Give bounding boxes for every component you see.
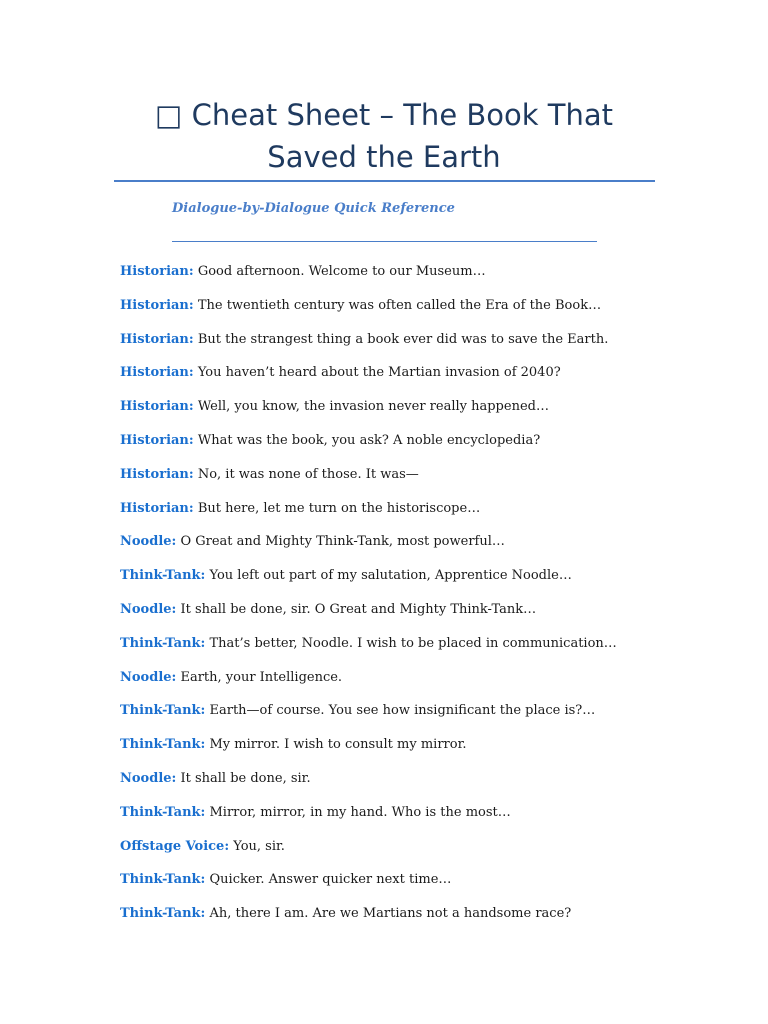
dialogue-line (120, 397, 720, 431)
speaker-name: Historian: (120, 365, 194, 381)
speaker-name: Noodle: (120, 770, 177, 786)
dialogue-list (120, 262, 720, 938)
speaker-name: Offstage Voice: (120, 838, 230, 854)
speaker-name: Think-Tank: (120, 906, 206, 922)
dialogue-text: What was the book, you ask? A noble encyclopedia? (197, 432, 541, 448)
dialogue-line (120, 431, 720, 465)
dialogue-line (120, 499, 720, 533)
speaker-name: Historian: (120, 466, 194, 482)
dialogue-text: The twentieth century was often called the Era of the Book… (197, 297, 602, 313)
dialogue-text: No, it was none of those. It was— (197, 466, 419, 482)
dialogue-text: But here, let me turn on the historiscope… (197, 500, 481, 516)
dialogue-text: That’s better, Noodle. I wish to be placed in communication… (209, 635, 617, 651)
dialogue-text: Good afternoon. Welcome to our Museum… (197, 264, 486, 279)
dialogue-line (120, 735, 720, 769)
dialogue-line (120, 296, 720, 330)
dialogue-text: Earth, your Intelligence. (180, 669, 343, 685)
speaker-name: Historian: (120, 297, 194, 313)
dialogue-line (120, 465, 720, 499)
dialogue-text: Ah, there I am. Are we Martians not a handsome race? (209, 906, 572, 922)
title-divider (114, 180, 655, 182)
subtitle-divider (172, 241, 597, 242)
dialogue-text: You, sir. (233, 838, 285, 854)
dialogue-text: Earth—of course. You see how insignificant the place is?… (209, 703, 596, 719)
dialogue-text: My mirror. I wish to consult my mirror. (209, 737, 467, 753)
dialogue-line (120, 870, 720, 904)
dialogue-line (120, 904, 720, 938)
subtitle: Dialogue-by-Dialogue Quick Reference (172, 201, 455, 216)
speaker-name: Noodle: (120, 669, 177, 685)
speaker-name: Historian: (120, 331, 194, 347)
dialogue-text: It shall be done, sir. O Great and Mighty Think-Tank… (180, 601, 537, 617)
dialogue-text: But the strangest thing a book ever did was to save the Earth. (197, 331, 609, 347)
speaker-name: Think-Tank: (120, 737, 206, 753)
speaker-name: Historian: (120, 432, 194, 448)
dialogue-text: Well, you know, the invasion never really happened… (197, 399, 549, 415)
speaker-name: Think-Tank: (120, 568, 206, 584)
page-title (114, 94, 654, 178)
dialogue-line (120, 532, 720, 566)
speaker-name: Think-Tank: (120, 804, 206, 820)
dialogue-line (120, 330, 720, 364)
title-text: Cheat Sheet – The Book That Saved the Earth (191, 98, 614, 174)
dialogue-line (120, 566, 720, 600)
dialogue-line (120, 803, 720, 837)
speaker-name: Think-Tank: (120, 872, 206, 888)
dialogue-text: O Great and Mighty Think-Tank, most powerful… (180, 534, 505, 550)
speaker-name: Noodle: (120, 601, 177, 617)
speaker-name: Noodle: (120, 534, 177, 550)
dialogue-line (120, 837, 720, 871)
speaker-name: Historian: (120, 399, 194, 415)
dialogue-line (120, 600, 720, 634)
dialogue-line (120, 262, 720, 296)
speaker-name: Think-Tank: (120, 635, 206, 651)
dialogue-line (120, 769, 720, 803)
dialogue-line (120, 634, 720, 668)
speaker-name: Think-Tank: (120, 703, 206, 719)
dialogue-text: Mirror, mirror, in my hand. Who is the most… (209, 804, 511, 820)
speaker-name: Historian: (120, 500, 194, 516)
dialogue-text: Quicker. Answer quicker next time… (209, 872, 452, 888)
dialogue-line (120, 668, 720, 702)
dialogue-text: It shall be done, sir. (180, 770, 311, 786)
dialogue-line (120, 363, 720, 397)
dialogue-text: You left out part of my salutation, Apprentice Noodle… (209, 568, 572, 584)
dialogue-line (120, 701, 720, 735)
dialogue-text: You haven’t heard about the Martian invasion of 2040? (197, 365, 561, 381)
speaker-name: Historian: (120, 264, 194, 279)
title-icon: □ (154, 98, 183, 132)
